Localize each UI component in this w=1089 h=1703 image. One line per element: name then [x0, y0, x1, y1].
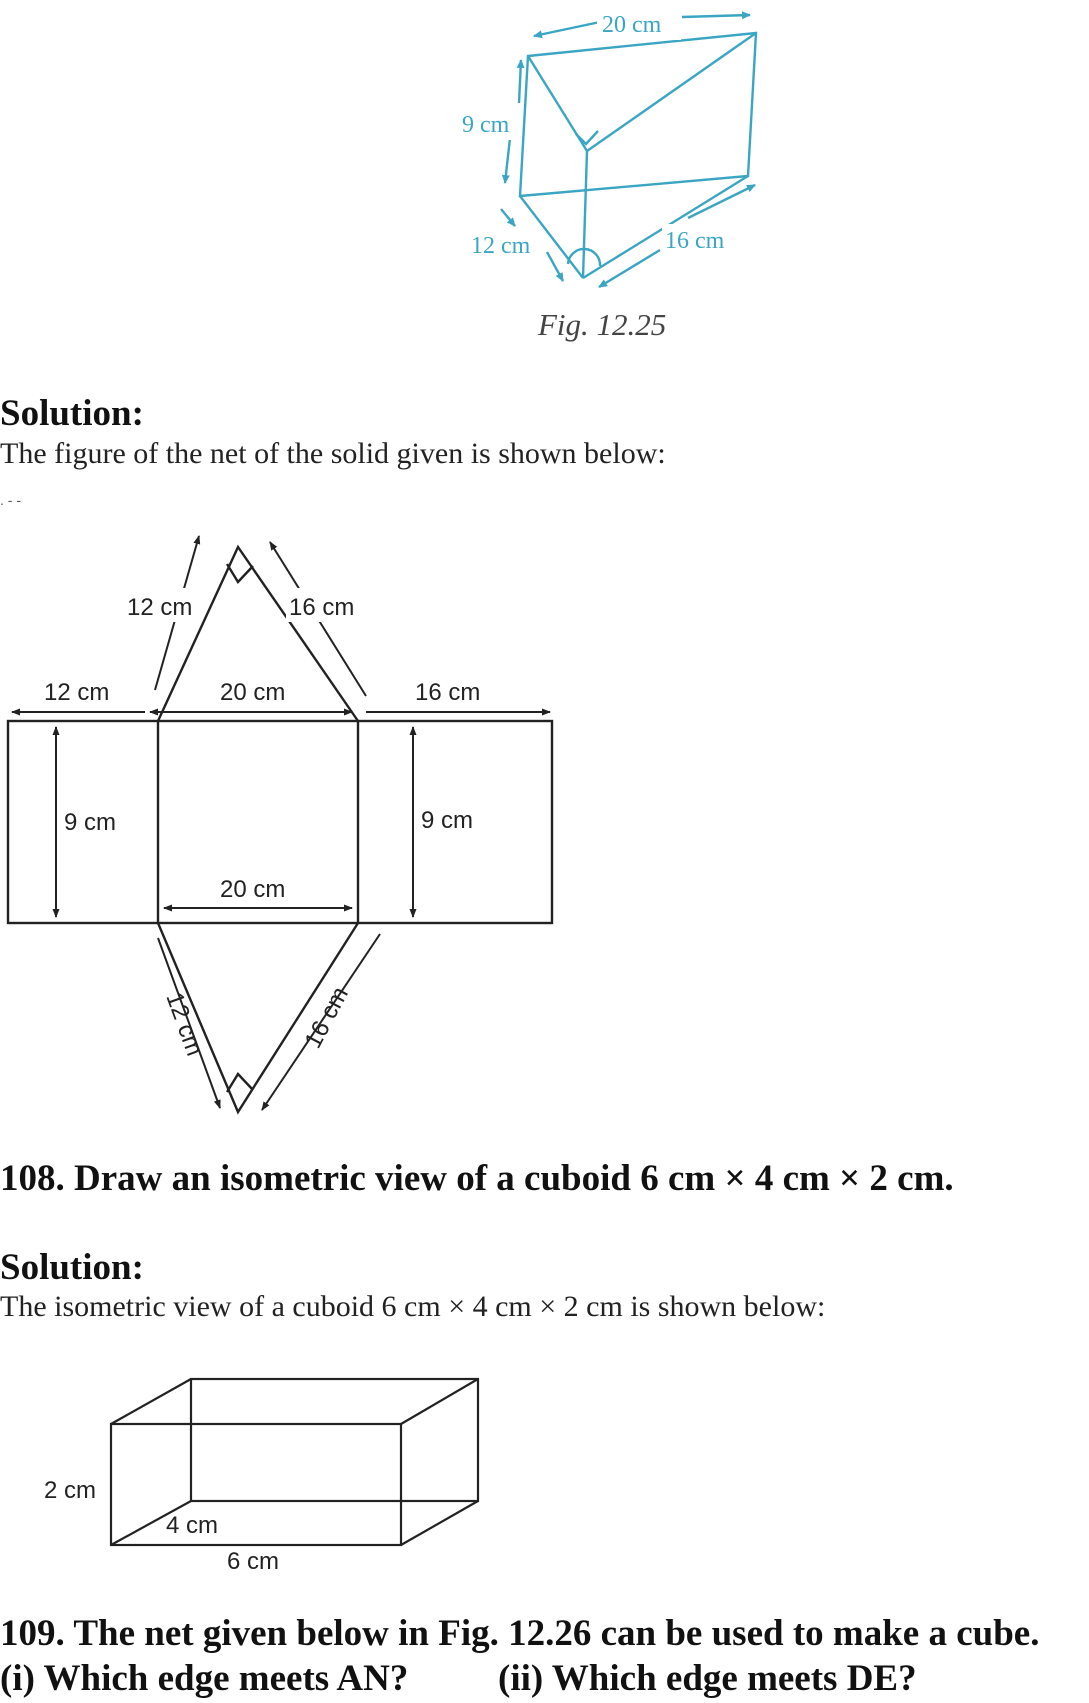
net-left-height-label: 9 cm: [64, 809, 117, 836]
net-bottom-left-side-label: 12 cm: [160, 988, 209, 1060]
prism-height-label: 9 cm: [462, 112, 510, 138]
prism-left-base-label: 12 cm: [471, 233, 531, 259]
net-top-left-side-label: 12 cm: [127, 594, 193, 621]
prism-top-label: 20 cm: [602, 12, 662, 38]
cuboid-depth-label: 4 cm: [166, 1512, 219, 1539]
cuboid-figure: [0, 1360, 1089, 1580]
net-left-width-label: 12 cm: [44, 679, 110, 706]
net-bottom-right-side-label: 16 cm: [299, 982, 354, 1053]
cuboid-height-label: 2 cm: [44, 1477, 97, 1504]
question-109: 109. The net given below in Fig. 12.26 can be used to make a cube.: [0, 1613, 1040, 1654]
figure-caption: Fig. 12.25: [538, 307, 667, 342]
question-109-part-i: (i) Which edge meets AN?: [0, 1658, 409, 1699]
question-108: 108. Draw an isometric view of a cuboid 6 cm × 4 cm × 2 cm.: [0, 1158, 954, 1199]
net-right-width-label: 16 cm: [415, 679, 481, 706]
solution-text: The isometric view of a cuboid 6 cm × 4 cm × 2 cm is shown below:: [0, 1290, 826, 1323]
net-top-right-side-label: 16 cm: [289, 594, 355, 621]
stray-mark: . - -: [0, 492, 21, 508]
cuboid-length-label: 6 cm: [227, 1548, 280, 1575]
net-middle-bottom-label: 20 cm: [220, 876, 286, 903]
solution-heading: Solution:: [0, 393, 144, 434]
net-right-height-label: 9 cm: [421, 807, 474, 834]
prism-right-base-label: 16 cm: [665, 228, 725, 254]
net-figure: [0, 520, 1089, 1120]
solution-heading: Solution:: [0, 1247, 144, 1288]
figure-12-25: [0, 0, 1089, 350]
net-middle-top-label: 20 cm: [220, 679, 286, 706]
solution-text: The figure of the net of the solid given is shown below:: [0, 437, 666, 470]
question-109-part-ii: (ii) Which edge meets DE?: [498, 1658, 917, 1699]
